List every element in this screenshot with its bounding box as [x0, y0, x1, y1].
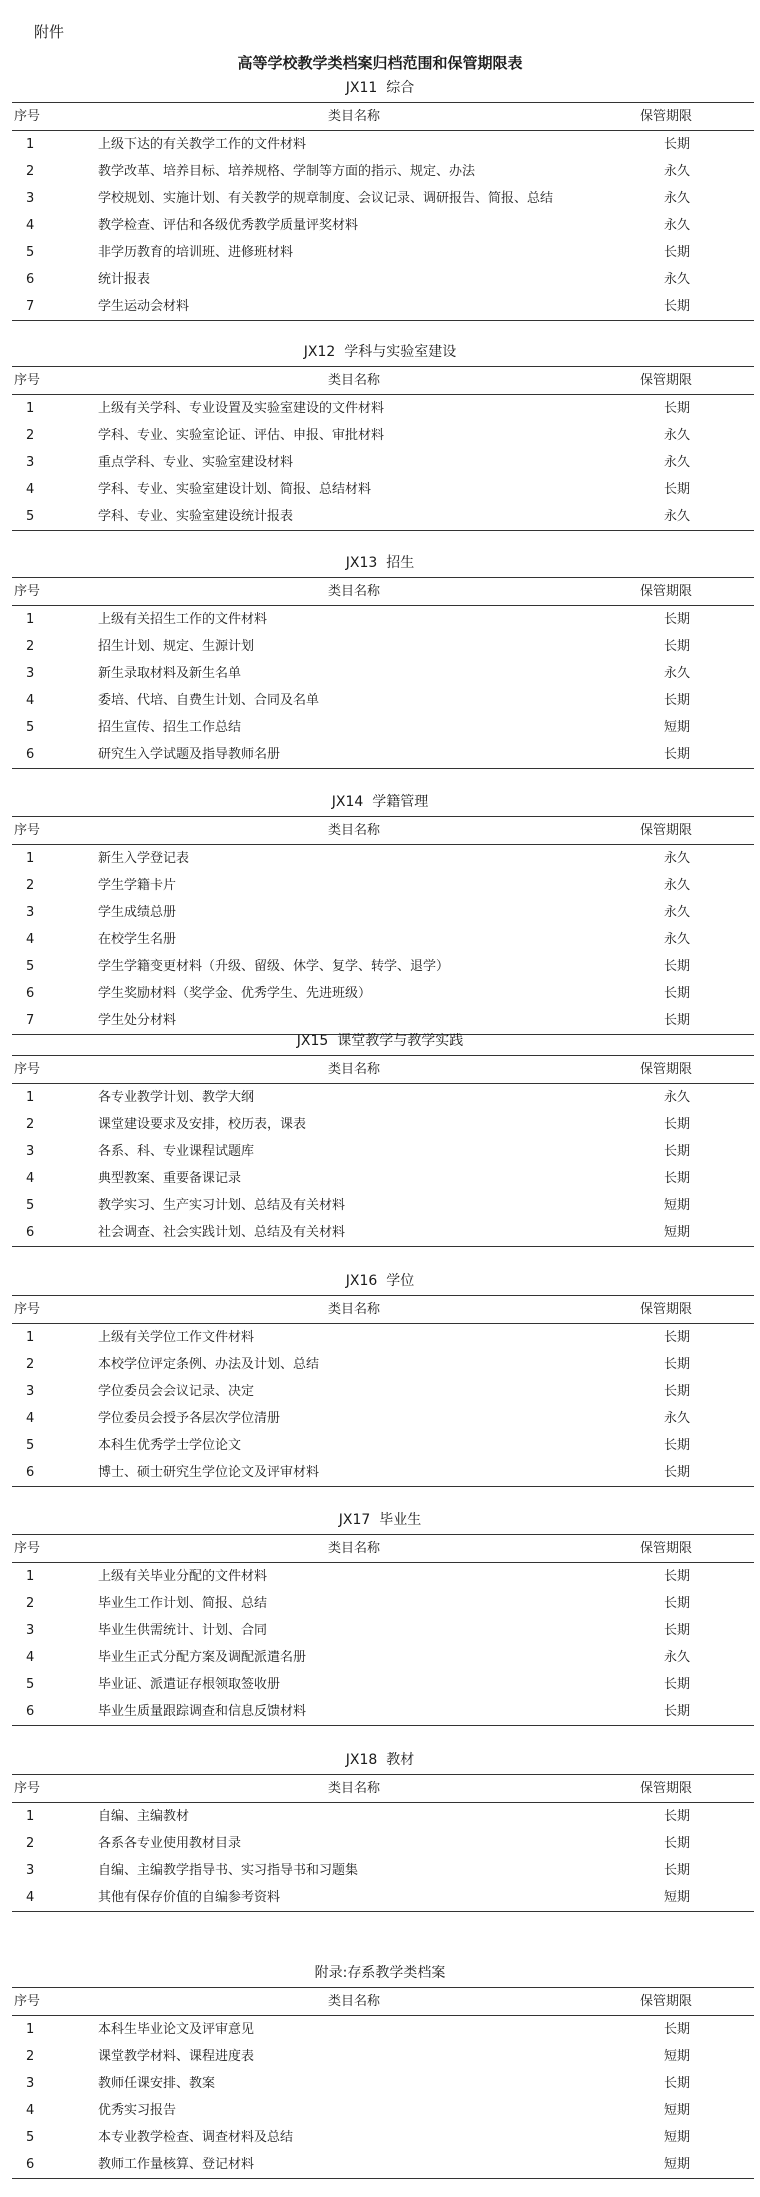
table-body	[12, 1803, 754, 1912]
row-category-name: 毕业生质量跟踪调查和信息反馈材料	[98, 1704, 307, 1719]
row-category-name: 非学历教育的培训班、进修班材料	[98, 245, 294, 260]
row-category-name: 教学改革、培养目标、培养规格、学制等方面的指示、规定、办法	[98, 164, 476, 179]
table-row	[12, 1857, 754, 1884]
table-row	[12, 158, 754, 185]
table-row	[12, 953, 754, 980]
header-row	[12, 103, 754, 131]
row-category-name: 上级有关招生工作的文件材料	[98, 612, 268, 627]
table-row	[12, 714, 754, 741]
section-block	[0, 1747, 760, 1912]
section-title: JX16 学位	[345, 1273, 415, 1289]
row-category-name: 学生学籍变更材料（升级、留级、休学、复学、转学、退学）	[98, 959, 450, 974]
table-row	[12, 872, 754, 899]
row-category-name: 毕业生供需统计、计划、合同	[98, 1623, 268, 1638]
row-retention-term: 永久	[664, 509, 691, 524]
row-number: 5	[26, 1677, 35, 1692]
row-category-name: 博士、硕士研究生学位论文及评审材料	[98, 1465, 320, 1480]
row-retention-term: 长期	[664, 245, 691, 260]
row-category-name: 委培、代培、自费生计划、合同及名单	[98, 693, 320, 708]
row-category-name: 各专业教学计划、教学大纲	[98, 1090, 255, 1105]
row-number: 1	[26, 1090, 35, 1105]
header-row	[12, 1535, 754, 1563]
column-header-name: 类目名称	[327, 1062, 380, 1077]
row-number: 4	[26, 1890, 35, 1905]
table-row	[12, 131, 754, 159]
row-number: 2	[26, 1357, 35, 1372]
section-title: JX13 招生	[345, 555, 415, 571]
archive-table	[12, 1534, 754, 1726]
row-number: 1	[26, 2022, 35, 2037]
row-retention-term: 长期	[664, 1836, 691, 1851]
table-row	[12, 1192, 754, 1219]
row-retention-term: 长期	[664, 1863, 691, 1878]
column-header-no: 序号	[14, 1541, 41, 1556]
row-retention-term: 长期	[664, 1330, 691, 1345]
row-category-name: 其他有保存价值的自编参考资料	[98, 1890, 281, 1905]
row-retention-term: 长期	[664, 2076, 691, 2091]
column-header-term: 保管期限	[640, 1994, 693, 2009]
section-title: 附录:存系教学类档案	[314, 1965, 446, 1981]
row-number: 3	[26, 2076, 35, 2091]
row-number: 5	[26, 1438, 35, 1453]
column-header-no: 序号	[14, 1062, 41, 1077]
row-number: 2	[26, 428, 35, 443]
section-block	[0, 1268, 760, 1487]
row-number: 1	[26, 612, 35, 627]
row-retention-term: 长期	[664, 747, 691, 762]
header-row	[12, 817, 754, 845]
row-retention-term: 长期	[664, 1623, 691, 1638]
archive-table	[12, 1774, 754, 1912]
archive-table	[12, 1987, 754, 2179]
row-retention-term: 长期	[664, 1438, 691, 1453]
table-row	[12, 980, 754, 1007]
row-category-name: 学生运动会材料	[98, 299, 190, 314]
row-number: 6	[26, 1225, 35, 1240]
column-header-no: 序号	[14, 823, 41, 838]
document-title: 高等学校教学类档案归档范围和保管期限表	[237, 54, 523, 72]
table-header	[12, 367, 754, 395]
row-retention-term: 短期	[664, 2157, 691, 2172]
column-header-name: 类目名称	[327, 584, 380, 599]
row-retention-term: 长期	[664, 137, 691, 152]
row-retention-term: 长期	[664, 612, 691, 627]
column-header-no: 序号	[14, 1781, 41, 1796]
table-row	[12, 845, 754, 873]
table-row	[12, 422, 754, 449]
row-retention-term: 长期	[664, 2022, 691, 2037]
section-block	[0, 339, 760, 531]
row-category-name: 教学实习、生产实习计划、总结及有关材料	[98, 1198, 346, 1213]
column-header-term: 保管期限	[640, 1302, 693, 1317]
row-category-name: 学生奖励材料（奖学金、优秀学生、先进班级）	[98, 986, 372, 1001]
table-row	[12, 1165, 754, 1192]
row-category-name: 招生计划、规定、生源计划	[98, 639, 255, 654]
table-row	[12, 1324, 754, 1352]
table-row	[12, 1111, 754, 1138]
row-number: 1	[26, 137, 35, 152]
row-category-name: 自编、主编教学指导书、实习指导书和习题集	[98, 1863, 359, 1878]
section-title: JX15 课堂教学与教学实践	[296, 1033, 464, 1049]
row-retention-term: 短期	[664, 720, 691, 735]
row-retention-term: 短期	[664, 2130, 691, 2145]
table-row	[12, 926, 754, 953]
row-number: 3	[26, 191, 35, 206]
row-retention-term: 永久	[664, 905, 691, 920]
row-category-name: 本科生毕业论文及评审意见	[98, 2022, 255, 2037]
row-number: 6	[26, 272, 35, 287]
table-row	[12, 2097, 754, 2124]
table-row	[12, 2043, 754, 2070]
table-body	[12, 131, 754, 321]
row-category-name: 毕业证、派遣证存根领取签收册	[98, 1677, 281, 1692]
column-header-term: 保管期限	[640, 1062, 693, 1077]
row-number: 2	[26, 878, 35, 893]
row-number: 1	[26, 851, 35, 866]
row-category-name: 招生宣传、招生工作总结	[98, 720, 242, 735]
column-header-name: 类目名称	[327, 823, 380, 838]
table-row	[12, 2124, 754, 2151]
row-number: 4	[26, 2103, 35, 2118]
archive-table	[12, 577, 754, 769]
table-row	[12, 1671, 754, 1698]
row-category-name: 学位委员会会议记录、决定	[98, 1384, 255, 1399]
row-number: 6	[26, 1704, 35, 1719]
row-retention-term: 短期	[664, 1225, 691, 1240]
row-number: 7	[26, 1013, 35, 1028]
table-row	[12, 185, 754, 212]
column-header-term: 保管期限	[640, 1541, 693, 1556]
header-row	[12, 1296, 754, 1324]
table-header	[12, 578, 754, 606]
table-row	[12, 239, 754, 266]
row-number: 2	[26, 1596, 35, 1611]
section-block	[0, 1507, 760, 1726]
row-retention-term: 长期	[664, 1465, 691, 1480]
section-title: JX12 学科与实验室建设	[303, 344, 457, 360]
table-header	[12, 1988, 754, 2016]
row-retention-term: 长期	[664, 1117, 691, 1132]
archive-table	[12, 816, 754, 1035]
row-category-name: 本校学位评定条例、办法及计划、总结	[98, 1357, 320, 1372]
row-number: 5	[26, 2130, 35, 2145]
row-category-name: 学科、专业、实验室建设统计报表	[98, 509, 294, 524]
column-header-no: 序号	[14, 1302, 41, 1317]
archive-table	[12, 1055, 754, 1247]
row-category-name: 社会调查、社会实践计划、总结及有关材料	[98, 1225, 346, 1240]
table-row	[12, 212, 754, 239]
column-header-term: 保管期限	[640, 584, 693, 599]
table-row	[12, 1432, 754, 1459]
row-category-name: 重点学科、专业、实验室建设材料	[98, 455, 294, 470]
table-header	[12, 817, 754, 845]
row-category-name: 各系各专业使用教材目录	[98, 1836, 242, 1851]
row-retention-term: 长期	[664, 986, 691, 1001]
row-number: 3	[26, 1144, 35, 1159]
row-number: 6	[26, 986, 35, 1001]
table-row	[12, 1644, 754, 1671]
row-number: 4	[26, 482, 35, 497]
column-header-no: 序号	[14, 109, 41, 124]
header-row	[12, 1056, 754, 1084]
row-number: 4	[26, 693, 35, 708]
row-retention-term: 永久	[664, 1411, 691, 1426]
row-retention-term: 永久	[664, 932, 691, 947]
header-row	[12, 1988, 754, 2016]
table-header	[12, 103, 754, 131]
row-retention-term: 长期	[664, 639, 691, 654]
row-number: 4	[26, 932, 35, 947]
column-header-no: 序号	[14, 373, 41, 388]
table-body	[12, 1563, 754, 1726]
column-header-no: 序号	[14, 1994, 41, 2009]
row-category-name: 本专业教学检查、调查材料及总结	[98, 2130, 294, 2145]
archive-table	[12, 366, 754, 531]
row-category-name: 学生成绩总册	[98, 905, 177, 920]
table-row	[12, 687, 754, 714]
row-retention-term: 长期	[664, 299, 691, 314]
row-category-name: 课堂教学材料、课程进度表	[98, 2049, 255, 2064]
table-row	[12, 1459, 754, 1487]
table-row	[12, 266, 754, 293]
row-retention-term: 永久	[664, 218, 691, 233]
section-title: JX18 教材	[345, 1752, 415, 1768]
section-title: JX11 综合	[345, 80, 415, 96]
row-retention-term: 短期	[664, 2103, 691, 2118]
row-number: 2	[26, 1836, 35, 1851]
column-header-name: 类目名称	[327, 373, 380, 388]
table-row	[12, 293, 754, 321]
table-row	[12, 1084, 754, 1112]
table-row	[12, 503, 754, 531]
row-number: 5	[26, 1198, 35, 1213]
row-retention-term: 长期	[664, 1357, 691, 1372]
row-retention-term: 长期	[664, 482, 691, 497]
attachment-label: 附件	[34, 23, 65, 41]
row-number: 6	[26, 747, 35, 762]
row-category-name: 在校学生名册	[98, 932, 177, 947]
row-retention-term: 长期	[664, 401, 691, 416]
row-retention-term: 永久	[664, 455, 691, 470]
row-category-name: 统计报表	[98, 272, 151, 287]
row-retention-term: 长期	[664, 1809, 691, 1824]
row-retention-term: 永久	[664, 666, 691, 681]
row-retention-term: 长期	[664, 1569, 691, 1584]
table-row	[12, 633, 754, 660]
column-header-term: 保管期限	[640, 1781, 693, 1796]
row-number: 5	[26, 720, 35, 735]
table-row	[12, 1803, 754, 1831]
column-header-name: 类目名称	[327, 109, 380, 124]
row-number: 3	[26, 455, 35, 470]
row-number: 7	[26, 299, 35, 314]
row-category-name: 教学检查、评估和各级优秀教学质量评奖材料	[98, 218, 359, 233]
row-retention-term: 短期	[664, 2049, 691, 2064]
section-block	[0, 550, 760, 769]
table-row	[12, 1138, 754, 1165]
row-category-name: 学生处分材料	[98, 1013, 177, 1028]
row-retention-term: 长期	[664, 1596, 691, 1611]
row-category-name: 新生入学登记表	[98, 851, 190, 866]
row-number: 3	[26, 1863, 35, 1878]
table-row	[12, 395, 754, 423]
table-header	[12, 1296, 754, 1324]
column-header-name: 类目名称	[327, 1994, 380, 2009]
table-row	[12, 1884, 754, 1912]
row-retention-term: 永久	[664, 851, 691, 866]
row-number: 2	[26, 1117, 35, 1132]
row-number: 1	[26, 401, 35, 416]
section-block	[0, 75, 760, 321]
row-retention-term: 长期	[664, 1144, 691, 1159]
row-number: 3	[26, 666, 35, 681]
row-category-name: 上级有关学科、专业设置及实验室建设的文件材料	[98, 401, 385, 416]
row-number: 4	[26, 1411, 35, 1426]
column-header-term: 保管期限	[640, 823, 693, 838]
table-body	[12, 1084, 754, 1247]
row-number: 1	[26, 1330, 35, 1345]
table-row	[12, 1378, 754, 1405]
row-category-name: 学位委员会授予各层次学位清册	[98, 1411, 281, 1426]
table-header	[12, 1056, 754, 1084]
row-number: 3	[26, 905, 35, 920]
row-category-name: 自编、主编教材	[98, 1809, 190, 1824]
column-header-term: 保管期限	[640, 109, 693, 124]
archive-table	[12, 102, 754, 321]
row-number: 5	[26, 959, 35, 974]
row-number: 2	[26, 164, 35, 179]
column-header-name: 类目名称	[327, 1302, 380, 1317]
row-number: 2	[26, 2049, 35, 2064]
row-category-name: 优秀实习报告	[98, 2103, 177, 2118]
row-number: 5	[26, 509, 35, 524]
row-category-name: 上级有关毕业分配的文件材料	[98, 1569, 268, 1584]
row-category-name: 学科、专业、实验室论证、评估、申报、审批材料	[98, 428, 385, 443]
table-body	[12, 606, 754, 769]
row-category-name: 教师工作量核算、登记材料	[98, 2157, 255, 2172]
archive-table	[12, 1295, 754, 1487]
row-retention-term: 永久	[664, 1650, 691, 1665]
table-row	[12, 476, 754, 503]
table-row	[12, 1617, 754, 1644]
table-row	[12, 2016, 754, 2044]
column-header-name: 类目名称	[327, 1541, 380, 1556]
row-retention-term: 长期	[664, 693, 691, 708]
row-category-name: 学校规划、实施计划、有关教学的规章制度、会议记录、调研报告、简报、总结	[98, 191, 554, 206]
row-retention-term: 永久	[664, 1090, 691, 1105]
table-row	[12, 1698, 754, 1726]
column-header-no: 序号	[14, 584, 41, 599]
table-body	[12, 845, 754, 1035]
table-row	[12, 660, 754, 687]
header-row	[12, 367, 754, 395]
row-number: 4	[26, 1171, 35, 1186]
table-row	[12, 1351, 754, 1378]
table-row	[12, 1405, 754, 1432]
section-block	[0, 1028, 760, 1247]
table-row	[12, 1563, 754, 1591]
row-number: 5	[26, 245, 35, 260]
row-retention-term: 短期	[664, 1890, 691, 1905]
header-row	[12, 1775, 754, 1803]
table-body	[12, 2016, 754, 2179]
table-row	[12, 606, 754, 634]
row-retention-term: 长期	[664, 1704, 691, 1719]
table-row	[12, 899, 754, 926]
table-header	[12, 1535, 754, 1563]
row-number: 1	[26, 1569, 35, 1584]
row-retention-term: 长期	[664, 1013, 691, 1028]
table-body	[12, 1324, 754, 1487]
row-number: 1	[26, 1809, 35, 1824]
row-category-name: 课堂建设要求及安排，校历表，课表	[98, 1117, 307, 1132]
row-retention-term: 长期	[664, 1677, 691, 1692]
row-category-name: 各系、科、专业课程试题库	[98, 1144, 255, 1159]
row-retention-term: 短期	[664, 1198, 691, 1213]
row-retention-term: 长期	[664, 1384, 691, 1399]
section-title: JX17 毕业生	[338, 1512, 422, 1528]
section-block	[0, 1960, 760, 2179]
table-row	[12, 1830, 754, 1857]
table-row	[12, 1590, 754, 1617]
row-number: 6	[26, 1465, 35, 1480]
row-number: 4	[26, 218, 35, 233]
table-row	[12, 741, 754, 769]
row-category-name: 本科生优秀学士学位论文	[98, 1438, 242, 1453]
row-category-name: 学生学籍卡片	[98, 878, 177, 893]
row-retention-term: 长期	[664, 1171, 691, 1186]
row-number: 6	[26, 2157, 35, 2172]
header-row	[12, 578, 754, 606]
row-retention-term: 长期	[664, 959, 691, 974]
row-category-name: 毕业生正式分配方案及调配派遣名册	[98, 1650, 307, 1665]
row-number: 2	[26, 639, 35, 654]
row-category-name: 上级下达的有关教学工作的文件材料	[98, 137, 307, 152]
section-block	[0, 789, 760, 1035]
table-header	[12, 1775, 754, 1803]
row-retention-term: 永久	[664, 164, 691, 179]
row-number: 4	[26, 1650, 35, 1665]
row-category-name: 学科、专业、实验室建设计划、简报、总结材料	[98, 482, 372, 497]
row-category-name: 新生录取材料及新生名单	[98, 666, 242, 681]
row-category-name: 典型教案、重要备课记录	[98, 1171, 242, 1186]
section-title: JX14 学籍管理	[331, 794, 429, 810]
row-category-name: 教师任课安排、教案	[98, 2076, 216, 2091]
row-retention-term: 永久	[664, 191, 691, 206]
row-retention-term: 永久	[664, 878, 691, 893]
row-number: 3	[26, 1384, 35, 1399]
row-number: 3	[26, 1623, 35, 1638]
column-header-name: 类目名称	[327, 1781, 380, 1796]
table-body	[12, 395, 754, 531]
table-row	[12, 1219, 754, 1247]
row-retention-term: 永久	[664, 272, 691, 287]
table-row	[12, 2070, 754, 2097]
row-category-name: 毕业生工作计划、简报、总结	[98, 1596, 268, 1611]
row-retention-term: 永久	[664, 428, 691, 443]
row-category-name: 研究生入学试题及指导教师名册	[98, 747, 281, 762]
column-header-term: 保管期限	[640, 373, 693, 388]
table-row	[12, 2151, 754, 2179]
row-category-name: 上级有关学位工作文件材料	[98, 1330, 255, 1345]
table-row	[12, 449, 754, 476]
